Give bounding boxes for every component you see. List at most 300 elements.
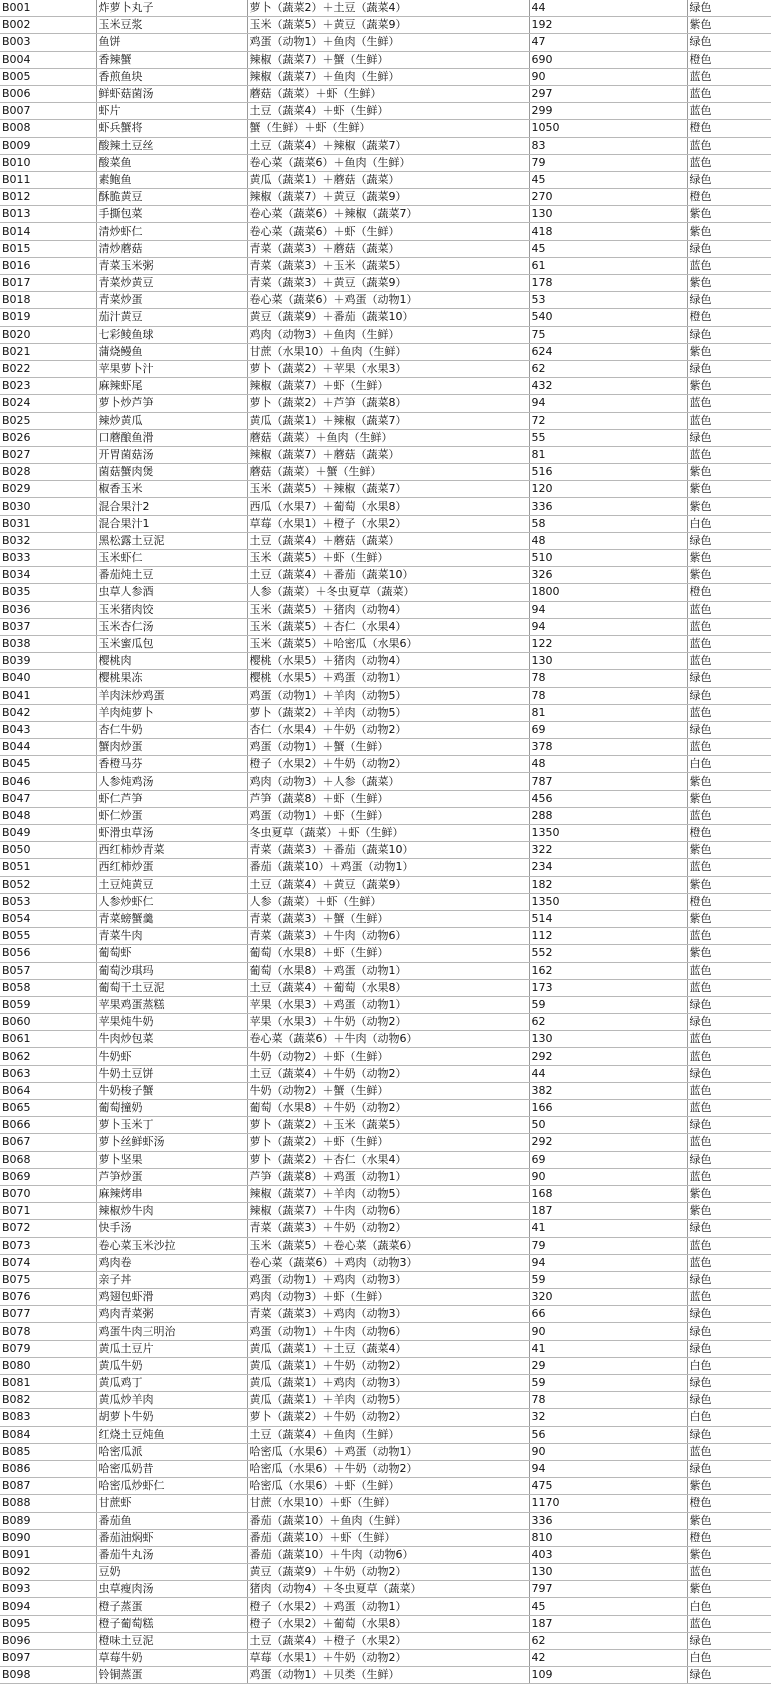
color-cell: 蓝色 bbox=[687, 154, 771, 171]
price-cell: 62 bbox=[529, 1632, 687, 1649]
color-cell: 绿色 bbox=[687, 240, 771, 257]
price-cell: 166 bbox=[529, 1100, 687, 1117]
price-cell: 62 bbox=[529, 360, 687, 377]
table-row bbox=[0, 584, 771, 601]
price-cell: 32 bbox=[529, 1409, 687, 1426]
recipe-id-cell: B084 bbox=[0, 1426, 96, 1443]
table-row bbox=[0, 1529, 771, 1546]
color-cell: 蓝色 bbox=[687, 739, 771, 756]
ingredients-cell: 牛奶（动物2）＋蟹（生鲜） bbox=[247, 1082, 529, 1099]
price-cell: 44 bbox=[529, 0, 687, 17]
price-cell: 1350 bbox=[529, 825, 687, 842]
ingredients-cell: 萝卜（蔬菜2）＋苹果（水果3） bbox=[247, 360, 529, 377]
recipe-id-cell: B046 bbox=[0, 773, 96, 790]
price-cell: 382 bbox=[529, 1082, 687, 1099]
recipe-id-cell: B078 bbox=[0, 1323, 96, 1340]
table-row bbox=[0, 446, 771, 463]
recipe-name-cell: 西红柿炒青菜 bbox=[96, 842, 247, 859]
color-cell: 橙色 bbox=[687, 1495, 771, 1512]
recipe-id-cell: B011 bbox=[0, 171, 96, 188]
recipe-id-cell: B076 bbox=[0, 1289, 96, 1306]
recipe-id-cell: B098 bbox=[0, 1667, 96, 1684]
color-cell: 紫色 bbox=[687, 1546, 771, 1563]
price-cell: 320 bbox=[529, 1289, 687, 1306]
recipe-name-cell: 萝卜坚果 bbox=[96, 1151, 247, 1168]
color-cell: 橙色 bbox=[687, 120, 771, 137]
table-row bbox=[0, 1667, 771, 1684]
price-cell: 336 bbox=[529, 498, 687, 515]
recipe-name-cell: 鱼饼 bbox=[96, 34, 247, 51]
recipe-id-cell: B067 bbox=[0, 1134, 96, 1151]
recipe-name-cell: 香辣蟹 bbox=[96, 51, 247, 68]
recipe-id-cell: B077 bbox=[0, 1306, 96, 1323]
color-cell: 橙色 bbox=[687, 189, 771, 206]
table-row bbox=[0, 842, 771, 859]
recipe-id-cell: B034 bbox=[0, 567, 96, 584]
ingredients-cell: 玉米（蔬菜5）＋虾（生鲜） bbox=[247, 550, 529, 567]
color-cell: 紫色 bbox=[687, 343, 771, 360]
recipe-id-cell: B024 bbox=[0, 395, 96, 412]
recipe-name-cell: 草莓牛奶 bbox=[96, 1650, 247, 1667]
recipe-name-cell: 辣炒黄瓜 bbox=[96, 412, 247, 429]
price-cell: 48 bbox=[529, 756, 687, 773]
recipe-name-cell: 菌菇蟹肉煲 bbox=[96, 464, 247, 481]
ingredients-cell: 鸡蛋（动物1）＋羊肉（动物5） bbox=[247, 687, 529, 704]
table-row bbox=[0, 1392, 771, 1409]
color-cell: 蓝色 bbox=[687, 412, 771, 429]
recipe-id-cell: B082 bbox=[0, 1392, 96, 1409]
recipe-name-cell: 开胃菌菇汤 bbox=[96, 446, 247, 463]
recipe-name-cell: 番茄牛丸汤 bbox=[96, 1546, 247, 1563]
ingredients-cell: 黄瓜（蔬菜1）＋鸡肉（动物3） bbox=[247, 1375, 529, 1392]
price-cell: 58 bbox=[529, 515, 687, 532]
recipe-id-cell: B030 bbox=[0, 498, 96, 515]
recipe-name-cell: 土豆炖黄豆 bbox=[96, 876, 247, 893]
color-cell: 紫色 bbox=[687, 876, 771, 893]
recipe-name-cell: 黄瓜鸡丁 bbox=[96, 1375, 247, 1392]
recipe-name-cell: 卷心菜玉米沙拉 bbox=[96, 1237, 247, 1254]
ingredients-cell: 猪肉（动物4）＋冬虫夏草（蔬菜） bbox=[247, 1581, 529, 1598]
color-cell: 蓝色 bbox=[687, 395, 771, 412]
table-row bbox=[0, 1443, 771, 1460]
recipe-name-cell: 酥脆黄豆 bbox=[96, 189, 247, 206]
recipe-id-cell: B036 bbox=[0, 601, 96, 618]
ingredients-cell: 卷心菜（蔬菜6）＋辣椒（蔬菜7） bbox=[247, 206, 529, 223]
ingredients-cell: 蘑菇（蔬菜）＋鱼肉（生鲜） bbox=[247, 429, 529, 446]
ingredients-cell: 哈密瓜（水果6）＋虾（生鲜） bbox=[247, 1478, 529, 1495]
recipe-name-cell: 鸡肉卷 bbox=[96, 1254, 247, 1271]
color-cell: 蓝色 bbox=[687, 704, 771, 721]
color-cell: 绿色 bbox=[687, 171, 771, 188]
price-cell: 322 bbox=[529, 842, 687, 859]
ingredients-cell: 辣椒（蔬菜7）＋蘑菇（蔬菜） bbox=[247, 446, 529, 463]
color-cell: 蓝色 bbox=[687, 807, 771, 824]
recipe-name-cell: 玉米猪肉饺 bbox=[96, 601, 247, 618]
recipe-name-cell: 混合果汁1 bbox=[96, 515, 247, 532]
color-cell: 绿色 bbox=[687, 1306, 771, 1323]
recipe-id-cell: B064 bbox=[0, 1082, 96, 1099]
price-cell: 59 bbox=[529, 1271, 687, 1288]
table-row bbox=[0, 515, 771, 532]
recipe-name-cell: 人参炖鸡汤 bbox=[96, 773, 247, 790]
color-cell: 蓝色 bbox=[687, 601, 771, 618]
recipe-name-cell: 牛奶虾 bbox=[96, 1048, 247, 1065]
recipe-name-cell: 羊肉沫炒鸡蛋 bbox=[96, 687, 247, 704]
ingredients-cell: 人参（蔬菜）＋虾（生鲜） bbox=[247, 893, 529, 910]
recipe-name-cell: 苹果炖牛奶 bbox=[96, 1014, 247, 1031]
color-cell: 绿色 bbox=[687, 326, 771, 343]
table-row bbox=[0, 34, 771, 51]
recipe-name-cell: 虫草瘦肉汤 bbox=[96, 1581, 247, 1598]
price-cell: 299 bbox=[529, 103, 687, 120]
price-cell: 94 bbox=[529, 1460, 687, 1477]
recipe-name-cell: 七彩鲮鱼球 bbox=[96, 326, 247, 343]
color-cell: 蓝色 bbox=[687, 1031, 771, 1048]
ingredients-cell: 鸡蛋（动物1）＋鸡肉（动物3） bbox=[247, 1271, 529, 1288]
color-cell: 蓝色 bbox=[687, 1134, 771, 1151]
table-row bbox=[0, 1460, 771, 1477]
ingredients-cell: 番茄（蔬菜10）＋牛肉（动物6） bbox=[247, 1546, 529, 1563]
color-cell: 橙色 bbox=[687, 893, 771, 910]
price-cell: 62 bbox=[529, 1014, 687, 1031]
ingredients-cell: 青菜（蔬菜3）＋鸡肉（动物3） bbox=[247, 1306, 529, 1323]
price-cell: 130 bbox=[529, 206, 687, 223]
recipe-name-cell: 椒香玉米 bbox=[96, 481, 247, 498]
ingredients-cell: 葡萄（水果8）＋牛奶（动物2） bbox=[247, 1100, 529, 1117]
price-cell: 418 bbox=[529, 223, 687, 240]
color-cell: 绿色 bbox=[687, 1117, 771, 1134]
price-cell: 516 bbox=[529, 464, 687, 481]
ingredients-cell: 萝卜（蔬菜2）＋杏仁（水果4） bbox=[247, 1151, 529, 1168]
recipe-id-cell: B004 bbox=[0, 51, 96, 68]
ingredients-cell: 辣椒（蔬菜7）＋鱼肉（生鲜） bbox=[247, 68, 529, 85]
color-cell: 紫色 bbox=[687, 945, 771, 962]
recipe-name-cell: 樱桃果冻 bbox=[96, 670, 247, 687]
price-cell: 130 bbox=[529, 653, 687, 670]
price-cell: 41 bbox=[529, 1340, 687, 1357]
recipe-id-cell: B044 bbox=[0, 739, 96, 756]
table-row bbox=[0, 240, 771, 257]
recipe-id-cell: B035 bbox=[0, 584, 96, 601]
ingredients-cell: 鸡蛋（动物1）＋蟹（生鲜） bbox=[247, 739, 529, 756]
ingredients-cell: 甘蔗（水果10）＋虾（生鲜） bbox=[247, 1495, 529, 1512]
ingredients-cell: 橙子（水果2）＋葡萄（水果8） bbox=[247, 1615, 529, 1632]
price-cell: 79 bbox=[529, 1237, 687, 1254]
recipe-id-cell: B079 bbox=[0, 1340, 96, 1357]
recipe-name-cell: 蒲烧鳗鱼 bbox=[96, 343, 247, 360]
ingredients-cell: 西瓜（水果7）＋葡萄（水果8） bbox=[247, 498, 529, 515]
recipe-id-cell: B022 bbox=[0, 360, 96, 377]
price-cell: 53 bbox=[529, 292, 687, 309]
price-cell: 69 bbox=[529, 1151, 687, 1168]
price-cell: 55 bbox=[529, 429, 687, 446]
table-row bbox=[0, 257, 771, 274]
price-cell: 552 bbox=[529, 945, 687, 962]
recipe-id-cell: B031 bbox=[0, 515, 96, 532]
recipe-name-cell: 黄瓜土豆片 bbox=[96, 1340, 247, 1357]
table-row bbox=[0, 68, 771, 85]
price-cell: 90 bbox=[529, 68, 687, 85]
recipe-id-cell: B005 bbox=[0, 68, 96, 85]
recipe-name-cell: 萝卜玉米丁 bbox=[96, 1117, 247, 1134]
price-cell: 130 bbox=[529, 1564, 687, 1581]
price-cell: 475 bbox=[529, 1478, 687, 1495]
table-row bbox=[0, 721, 771, 738]
price-cell: 90 bbox=[529, 1323, 687, 1340]
recipe-name-cell: 樱桃肉 bbox=[96, 653, 247, 670]
ingredients-cell: 黄瓜（蔬菜1）＋蘑菇（蔬菜） bbox=[247, 171, 529, 188]
recipe-id-cell: B059 bbox=[0, 996, 96, 1013]
recipe-name-cell: 麻辣烤串 bbox=[96, 1185, 247, 1202]
ingredients-cell: 苹果（水果3）＋鸡蛋（动物1） bbox=[247, 996, 529, 1013]
recipe-name-cell: 苹果萝卜汁 bbox=[96, 360, 247, 377]
price-cell: 94 bbox=[529, 601, 687, 618]
recipe-id-cell: B070 bbox=[0, 1185, 96, 1202]
table-row bbox=[0, 704, 771, 721]
recipe-name-cell: 牛奶梭子蟹 bbox=[96, 1082, 247, 1099]
recipe-id-cell: B095 bbox=[0, 1615, 96, 1632]
table-row bbox=[0, 670, 771, 687]
ingredients-cell: 萝卜（蔬菜2）＋玉米（蔬菜5） bbox=[247, 1117, 529, 1134]
recipe-id-cell: B007 bbox=[0, 103, 96, 120]
color-cell: 白色 bbox=[687, 1598, 771, 1615]
price-cell: 187 bbox=[529, 1615, 687, 1632]
recipe-id-cell: B045 bbox=[0, 756, 96, 773]
table-row bbox=[0, 1220, 771, 1237]
price-cell: 168 bbox=[529, 1185, 687, 1202]
recipe-name-cell: 虾仁芦笋 bbox=[96, 790, 247, 807]
table-row bbox=[0, 773, 771, 790]
price-cell: 59 bbox=[529, 1375, 687, 1392]
recipe-id-cell: B073 bbox=[0, 1237, 96, 1254]
table-row bbox=[0, 343, 771, 360]
table-row bbox=[0, 1357, 771, 1374]
recipe-name-cell: 酸辣土豆丝 bbox=[96, 137, 247, 154]
price-cell: 48 bbox=[529, 532, 687, 549]
ingredients-cell: 黄豆（蔬菜9）＋牛奶（动物2） bbox=[247, 1564, 529, 1581]
recipe-name-cell: 胡萝卜牛奶 bbox=[96, 1409, 247, 1426]
ingredients-cell: 人参（蔬菜）＋冬虫夏草（蔬菜） bbox=[247, 584, 529, 601]
ingredients-cell: 黄瓜（蔬菜1）＋土豆（蔬菜4） bbox=[247, 1340, 529, 1357]
table-row bbox=[0, 807, 771, 824]
recipe-name-cell: 萝卜丝鲜虾汤 bbox=[96, 1134, 247, 1151]
table-row bbox=[0, 790, 771, 807]
price-cell: 47 bbox=[529, 34, 687, 51]
color-cell: 蓝色 bbox=[687, 1082, 771, 1099]
color-cell: 绿色 bbox=[687, 996, 771, 1013]
ingredients-cell: 玉米（蔬菜5）＋杏仁（水果4） bbox=[247, 618, 529, 635]
ingredients-cell: 杏仁（水果4）＋牛奶（动物2） bbox=[247, 721, 529, 738]
color-cell: 紫色 bbox=[687, 567, 771, 584]
price-cell: 66 bbox=[529, 1306, 687, 1323]
price-cell: 44 bbox=[529, 1065, 687, 1082]
recipe-name-cell: 苹果鸡蛋蒸糕 bbox=[96, 996, 247, 1013]
ingredients-cell: 甘蔗（水果10）＋鱼肉（生鲜） bbox=[247, 343, 529, 360]
table-row bbox=[0, 979, 771, 996]
ingredients-cell: 青菜（蔬菜3）＋玉米（蔬菜5） bbox=[247, 257, 529, 274]
price-cell: 1050 bbox=[529, 120, 687, 137]
recipe-name-cell: 麻辣虾尾 bbox=[96, 378, 247, 395]
price-cell: 81 bbox=[529, 446, 687, 463]
ingredients-cell: 萝卜（蔬菜2）＋牛奶（动物2） bbox=[247, 1409, 529, 1426]
recipe-id-cell: B008 bbox=[0, 120, 96, 137]
color-cell: 紫色 bbox=[687, 17, 771, 34]
table-row bbox=[0, 687, 771, 704]
color-cell: 绿色 bbox=[687, 292, 771, 309]
recipe-name-cell: 青菜螃蟹羹 bbox=[96, 910, 247, 927]
table-row bbox=[0, 1048, 771, 1065]
color-cell: 紫色 bbox=[687, 910, 771, 927]
color-cell: 紫色 bbox=[687, 842, 771, 859]
table-row bbox=[0, 429, 771, 446]
recipe-id-cell: B026 bbox=[0, 429, 96, 446]
table-row bbox=[0, 206, 771, 223]
recipe-id-cell: B096 bbox=[0, 1632, 96, 1649]
color-cell: 橙色 bbox=[687, 51, 771, 68]
ingredients-cell: 鸡蛋（动物1）＋贝类（生鲜） bbox=[247, 1667, 529, 1684]
color-cell: 紫色 bbox=[687, 275, 771, 292]
recipe-name-cell: 羊肉炖萝卜 bbox=[96, 704, 247, 721]
recipe-name-cell: 青菜炒黄豆 bbox=[96, 275, 247, 292]
table-row bbox=[0, 1203, 771, 1220]
table-row bbox=[0, 567, 771, 584]
table-row bbox=[0, 1014, 771, 1031]
recipe-id-cell: B014 bbox=[0, 223, 96, 240]
recipe-id-cell: B057 bbox=[0, 962, 96, 979]
recipe-id-cell: B068 bbox=[0, 1151, 96, 1168]
price-cell: 72 bbox=[529, 412, 687, 429]
ingredients-cell: 番茄（蔬菜10）＋鸡蛋（动物1） bbox=[247, 859, 529, 876]
table-row bbox=[0, 1289, 771, 1306]
price-cell: 378 bbox=[529, 739, 687, 756]
price-cell: 178 bbox=[529, 275, 687, 292]
color-cell: 绿色 bbox=[687, 0, 771, 17]
recipe-name-cell: 炸萝卜丸子 bbox=[96, 0, 247, 17]
recipe-name-cell: 香煎鱼块 bbox=[96, 68, 247, 85]
price-cell: 173 bbox=[529, 979, 687, 996]
price-cell: 540 bbox=[529, 309, 687, 326]
color-cell: 白色 bbox=[687, 756, 771, 773]
recipe-id-cell: B019 bbox=[0, 309, 96, 326]
color-cell: 绿色 bbox=[687, 1632, 771, 1649]
ingredients-cell: 萝卜（蔬菜2）＋羊肉（动物5） bbox=[247, 704, 529, 721]
recipe-id-cell: B054 bbox=[0, 910, 96, 927]
recipe-name-cell: 葡萄干土豆泥 bbox=[96, 979, 247, 996]
price-cell: 90 bbox=[529, 1443, 687, 1460]
table-row bbox=[0, 412, 771, 429]
ingredients-cell: 黄瓜（蔬菜1）＋辣椒（蔬菜7） bbox=[247, 412, 529, 429]
table-row bbox=[0, 275, 771, 292]
recipe-name-cell: 青菜炒蛋 bbox=[96, 292, 247, 309]
color-cell: 蓝色 bbox=[687, 1168, 771, 1185]
price-cell: 69 bbox=[529, 721, 687, 738]
color-cell: 紫色 bbox=[687, 464, 771, 481]
price-cell: 510 bbox=[529, 550, 687, 567]
color-cell: 蓝色 bbox=[687, 1615, 771, 1632]
table-row bbox=[0, 825, 771, 842]
price-cell: 326 bbox=[529, 567, 687, 584]
color-cell: 紫色 bbox=[687, 1478, 771, 1495]
recipe-name-cell: 素鲍鱼 bbox=[96, 171, 247, 188]
table-row bbox=[0, 876, 771, 893]
price-cell: 432 bbox=[529, 378, 687, 395]
price-cell: 336 bbox=[529, 1512, 687, 1529]
table-row bbox=[0, 326, 771, 343]
ingredients-cell: 蟹（生鲜）＋虾（生鲜） bbox=[247, 120, 529, 137]
recipe-id-cell: B075 bbox=[0, 1271, 96, 1288]
color-cell: 绿色 bbox=[687, 1667, 771, 1684]
recipe-id-cell: B097 bbox=[0, 1650, 96, 1667]
price-cell: 122 bbox=[529, 635, 687, 652]
color-cell: 橙色 bbox=[687, 1529, 771, 1546]
color-cell: 绿色 bbox=[687, 1323, 771, 1340]
recipe-id-cell: B071 bbox=[0, 1203, 96, 1220]
ingredients-cell: 青菜（蔬菜3）＋牛肉（动物6） bbox=[247, 928, 529, 945]
table-row bbox=[0, 1065, 771, 1082]
ingredients-cell: 玉米（蔬菜5）＋哈密瓜（水果6） bbox=[247, 635, 529, 652]
recipe-id-cell: B043 bbox=[0, 721, 96, 738]
recipe-name-cell: 鸡蛋牛肉三明治 bbox=[96, 1323, 247, 1340]
recipe-name-cell: 牛奶土豆饼 bbox=[96, 1065, 247, 1082]
recipe-id-cell: B083 bbox=[0, 1409, 96, 1426]
color-cell: 绿色 bbox=[687, 1392, 771, 1409]
ingredients-cell: 土豆（蔬菜4）＋鱼肉（生鲜） bbox=[247, 1426, 529, 1443]
recipe-id-cell: B021 bbox=[0, 343, 96, 360]
recipe-id-cell: B060 bbox=[0, 1014, 96, 1031]
recipe-id-cell: B025 bbox=[0, 412, 96, 429]
table-row bbox=[0, 1100, 771, 1117]
color-cell: 绿色 bbox=[687, 532, 771, 549]
ingredients-cell: 草莓（水果1）＋橙子（水果2） bbox=[247, 515, 529, 532]
color-cell: 绿色 bbox=[687, 1426, 771, 1443]
color-cell: 蓝色 bbox=[687, 68, 771, 85]
color-cell: 绿色 bbox=[687, 429, 771, 446]
recipe-id-cell: B065 bbox=[0, 1100, 96, 1117]
table-row bbox=[0, 1650, 771, 1667]
ingredients-cell: 黄瓜（蔬菜1）＋羊肉（动物5） bbox=[247, 1392, 529, 1409]
price-cell: 1800 bbox=[529, 584, 687, 601]
recipe-id-cell: B016 bbox=[0, 257, 96, 274]
recipe-id-cell: B015 bbox=[0, 240, 96, 257]
recipe-name-cell: 玉米杏仁汤 bbox=[96, 618, 247, 635]
color-cell: 蓝色 bbox=[687, 962, 771, 979]
recipe-id-cell: B002 bbox=[0, 17, 96, 34]
color-cell: 蓝色 bbox=[687, 635, 771, 652]
table-row bbox=[0, 1117, 771, 1134]
recipe-id-cell: B085 bbox=[0, 1443, 96, 1460]
ingredients-cell: 卷心菜（蔬菜6）＋牛肉（动物6） bbox=[247, 1031, 529, 1048]
table-row bbox=[0, 0, 771, 17]
color-cell: 蓝色 bbox=[687, 257, 771, 274]
table-row bbox=[0, 395, 771, 412]
table-row bbox=[0, 51, 771, 68]
recipe-id-cell: B050 bbox=[0, 842, 96, 859]
table-row bbox=[0, 1598, 771, 1615]
table-row bbox=[0, 1564, 771, 1581]
recipe-name-cell: 哈密瓜炒虾仁 bbox=[96, 1478, 247, 1495]
price-cell: 292 bbox=[529, 1134, 687, 1151]
color-cell: 蓝色 bbox=[687, 1289, 771, 1306]
ingredients-cell: 葡萄（水果8）＋虾（生鲜） bbox=[247, 945, 529, 962]
recipe-id-cell: B058 bbox=[0, 979, 96, 996]
table-row bbox=[0, 1168, 771, 1185]
table-row bbox=[0, 893, 771, 910]
recipe-id-cell: B052 bbox=[0, 876, 96, 893]
recipe-name-cell: 手撕包菜 bbox=[96, 206, 247, 223]
recipe-name-cell: 鸡肉青菜粥 bbox=[96, 1306, 247, 1323]
color-cell: 绿色 bbox=[687, 1340, 771, 1357]
table-row bbox=[0, 1151, 771, 1168]
